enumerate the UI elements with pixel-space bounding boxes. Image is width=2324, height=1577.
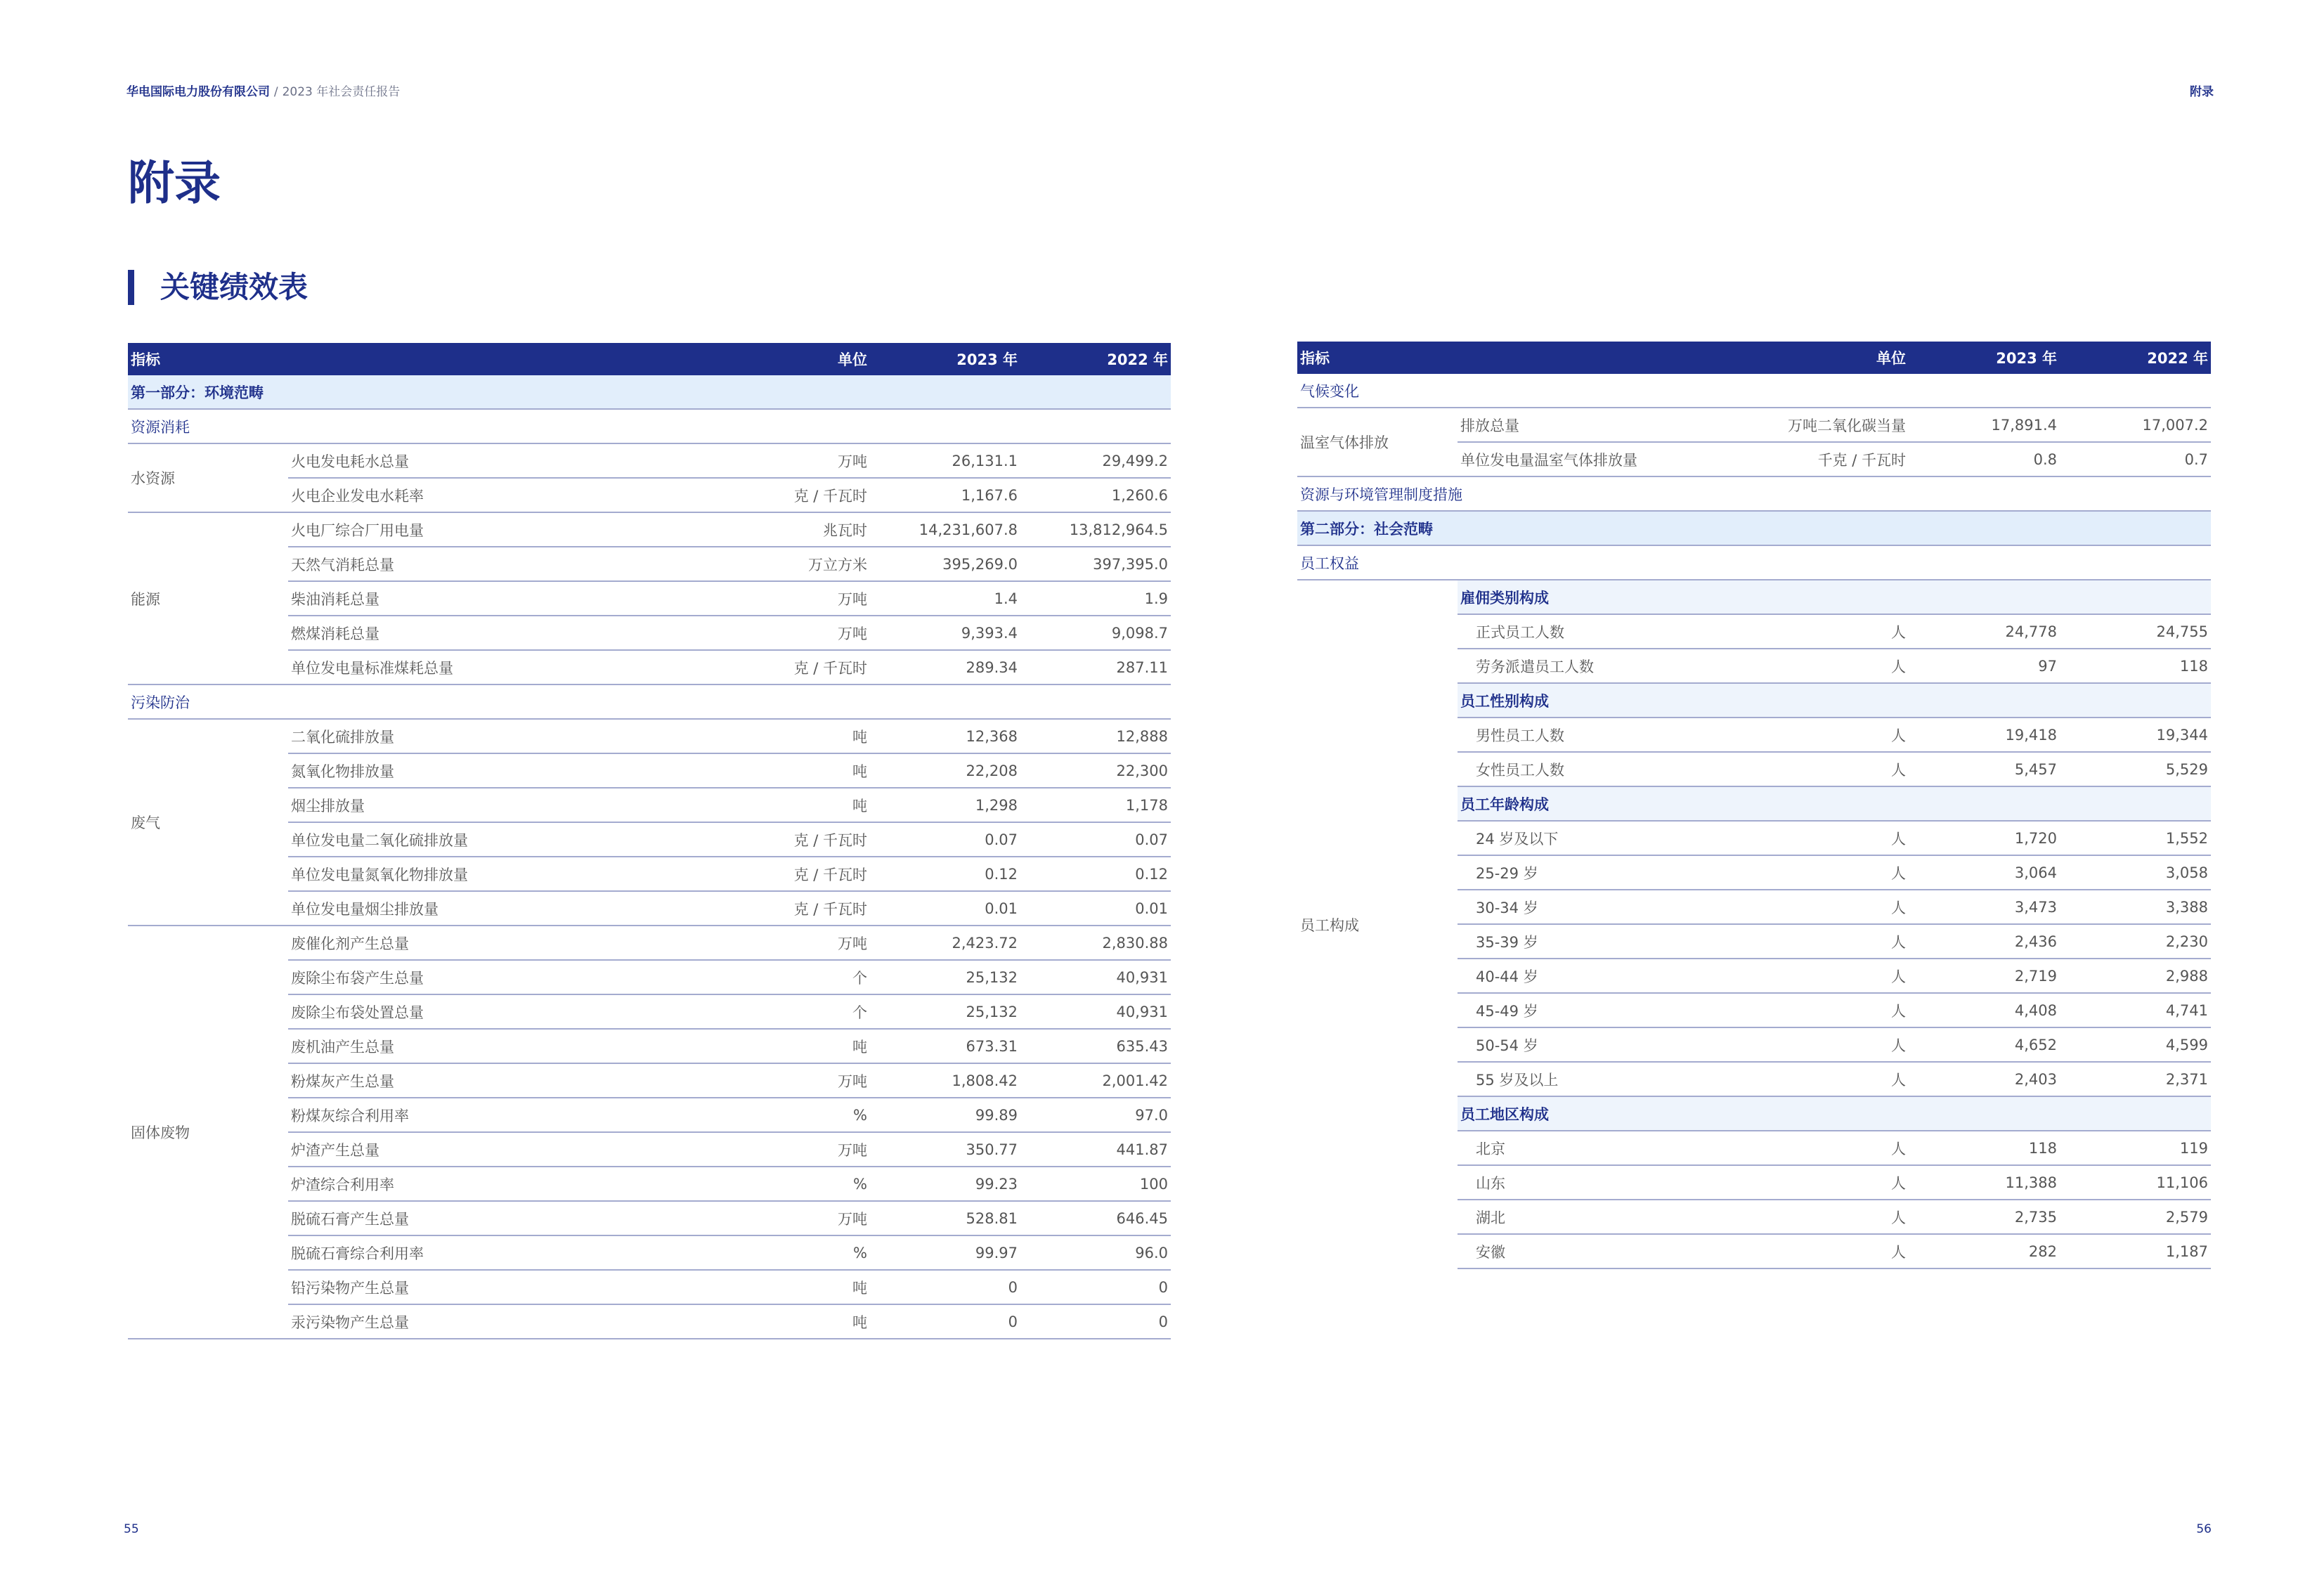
unit-value: 人 xyxy=(1782,1131,1909,1165)
group-row-label: 资源消耗 xyxy=(128,409,1171,443)
value-2023: 2,735 xyxy=(1909,1200,2060,1234)
unit-value: 吨 xyxy=(682,1029,870,1063)
value-2023: 118 xyxy=(1909,1131,2060,1165)
value-2022: 118 xyxy=(2060,649,2211,683)
category-label: 固体废物 xyxy=(128,926,288,1339)
unit-value: 人 xyxy=(1782,649,1909,683)
indicator-name: 燃煤消耗总量 xyxy=(288,616,682,650)
indicator-name: 单位发电量氮氧化物排放量 xyxy=(288,857,682,891)
value-2022: 397,395.0 xyxy=(1020,547,1171,581)
value-2022: 2,988 xyxy=(2060,959,2211,993)
indicator-name: 30-34 岁 xyxy=(1458,890,1782,924)
value-2023: 25,132 xyxy=(870,960,1020,994)
unit-value: 克 / 千瓦时 xyxy=(682,857,870,891)
kpi-table-environment xyxy=(128,343,1171,1339)
unit-value: 人 xyxy=(1782,752,1909,786)
indicator-name: 废除尘布袋处置总量 xyxy=(288,994,682,1029)
indicator-name: 单位发电量烟尘排放量 xyxy=(288,891,682,926)
unit-value: 吨 xyxy=(682,719,870,753)
value-2022: 3,388 xyxy=(2060,890,2211,924)
col-2022: 2022 年 xyxy=(1020,343,1171,375)
value-2022: 0 xyxy=(1020,1304,1171,1339)
table-header-row xyxy=(1297,342,2211,374)
value-2022: 19,344 xyxy=(2060,718,2211,752)
col-unit: 单位 xyxy=(1782,342,1909,374)
value-2023: 1,298 xyxy=(870,788,1020,822)
value-2023: 26,131.1 xyxy=(870,443,1020,478)
value-2022: 22,300 xyxy=(1020,753,1171,788)
value-2023: 25,132 xyxy=(870,994,1020,1029)
indicator-name: 脱硫石膏综合利用率 xyxy=(288,1235,682,1270)
value-2023: 0.12 xyxy=(870,857,1020,891)
value-2023: 4,652 xyxy=(1909,1027,2060,1062)
section-title: 关键绩效表 xyxy=(160,270,309,304)
indicator-name: 废除尘布袋产生总量 xyxy=(288,960,682,994)
indicator-name: 35-39 岁 xyxy=(1458,924,1782,959)
value-2023: 0 xyxy=(870,1270,1020,1304)
group-row xyxy=(128,684,1171,719)
indicator-name: 汞污染物产生总量 xyxy=(288,1304,682,1339)
value-2023: 4,408 xyxy=(1909,993,2060,1027)
unit-value: 吨 xyxy=(682,1270,870,1304)
subsection-head: 雇佣类别构成 xyxy=(1458,580,2211,614)
value-2023: 99.89 xyxy=(870,1098,1020,1132)
unit-value: 人 xyxy=(1782,993,1909,1027)
value-2023: 1,167.6 xyxy=(870,478,1020,512)
col-unit: 单位 xyxy=(682,343,870,375)
unit-value: 万吨 xyxy=(682,926,870,960)
value-2023: 3,473 xyxy=(1909,890,2060,924)
unit-value: 万吨 xyxy=(682,1063,870,1098)
value-2023: 5,457 xyxy=(1909,752,2060,786)
page-number-left: 55 xyxy=(124,1522,139,1536)
col-2023: 2023 年 xyxy=(1909,342,2060,374)
unit-value: 人 xyxy=(1782,924,1909,959)
value-2022: 5,529 xyxy=(2060,752,2211,786)
indicator-name: 柴油消耗总量 xyxy=(288,581,682,616)
value-2022: 2,371 xyxy=(2060,1062,2211,1096)
group-row xyxy=(1297,374,2211,408)
value-2022: 13,812,964.5 xyxy=(1020,512,1171,547)
value-2022: 100 xyxy=(1020,1167,1171,1201)
value-2022: 24,755 xyxy=(2060,614,2211,649)
unit-value: 吨 xyxy=(682,753,870,788)
indicator-name: 烟尘排放量 xyxy=(288,788,682,822)
value-2022: 2,579 xyxy=(2060,1200,2211,1234)
unit-value: 个 xyxy=(682,960,870,994)
value-2022: 0.12 xyxy=(1020,857,1171,891)
value-2023: 22,208 xyxy=(870,753,1020,788)
indicator-name: 40-44 岁 xyxy=(1458,959,1782,993)
value-2023: 0.01 xyxy=(870,891,1020,926)
value-2023: 2,436 xyxy=(1909,924,2060,959)
value-2022: 17,007.2 xyxy=(2060,408,2211,442)
unit-value: 人 xyxy=(1782,1165,1909,1200)
value-2022: 2,001.42 xyxy=(1020,1063,1171,1098)
indicator-name: 45-49 岁 xyxy=(1458,993,1782,1027)
unit-value: 万吨二氧化碳当量 xyxy=(1782,408,1909,442)
company-name: 华电国际电力股份有限公司 xyxy=(126,85,270,99)
value-2022: 96.0 xyxy=(1020,1235,1171,1270)
category-label: 温室气体排放 xyxy=(1297,408,1458,476)
value-2022: 11,106 xyxy=(2060,1165,2211,1200)
section-title-bar xyxy=(128,270,134,305)
value-2022: 1,178 xyxy=(1020,788,1171,822)
subsection-head: 员工年龄构成 xyxy=(1458,786,2211,821)
indicator-name: 铅污染物产生总量 xyxy=(288,1270,682,1304)
col-indicator: 指标 xyxy=(1297,342,1782,374)
unit-value: 克 / 千瓦时 xyxy=(682,891,870,926)
value-2022: 635.43 xyxy=(1020,1029,1171,1063)
indicator-name: 炉渣综合利用率 xyxy=(288,1167,682,1201)
unit-value: 万立方米 xyxy=(682,547,870,581)
value-2022: 119 xyxy=(2060,1131,2211,1165)
unit-value: 人 xyxy=(1782,1234,1909,1268)
value-2022: 646.45 xyxy=(1020,1201,1171,1235)
indicator-name: 火电发电耗水总量 xyxy=(288,443,682,478)
value-2023: 350.77 xyxy=(870,1132,1020,1167)
value-2023: 1.4 xyxy=(870,581,1020,616)
unit-value: % xyxy=(682,1098,870,1132)
header-section: 附录 xyxy=(2190,85,2214,99)
indicator-name: 氮氧化物排放量 xyxy=(288,753,682,788)
unit-value: 万吨 xyxy=(682,581,870,616)
value-2023: 97 xyxy=(1909,649,2060,683)
value-2023: 9,393.4 xyxy=(870,616,1020,650)
value-2022: 287.11 xyxy=(1020,650,1171,684)
indicator-name: 排放总量 xyxy=(1458,408,1782,442)
unit-value: 个 xyxy=(682,994,870,1029)
value-2023: 0 xyxy=(870,1304,1020,1339)
value-2022: 97.0 xyxy=(1020,1098,1171,1132)
indicator-name: 单位发电量温室气体排放量 xyxy=(1458,442,1782,476)
unit-value: 人 xyxy=(1782,959,1909,993)
table-row xyxy=(128,443,1171,478)
value-2022: 0.07 xyxy=(1020,822,1171,857)
indicator-name: 粉煤灰产生总量 xyxy=(288,1063,682,1098)
group-row-label: 资源与环境管理制度措施 xyxy=(1297,476,2211,511)
unit-value: 人 xyxy=(1782,1027,1909,1062)
value-2022: 1,260.6 xyxy=(1020,478,1171,512)
value-2023: 2,403 xyxy=(1909,1062,2060,1096)
unit-value: 万吨 xyxy=(682,1132,870,1167)
value-2022: 29,499.2 xyxy=(1020,443,1171,478)
unit-value: % xyxy=(682,1235,870,1270)
category-label: 水资源 xyxy=(128,443,288,512)
value-2022: 2,230 xyxy=(2060,924,2211,959)
table-row xyxy=(128,512,1171,547)
indicator-name: 火电企业发电水耗率 xyxy=(288,478,682,512)
group-row xyxy=(1297,545,2211,580)
report-name: 2023 年社会责任报告 xyxy=(282,85,401,99)
page-title: 附录 xyxy=(128,156,221,210)
indicator-name: 男性员工人数 xyxy=(1458,718,1782,752)
indicator-name: 单位发电量标准煤耗总量 xyxy=(288,650,682,684)
page-number-right: 56 xyxy=(2196,1522,2212,1536)
value-2022: 9,098.7 xyxy=(1020,616,1171,650)
indicator-name: 55 岁及以上 xyxy=(1458,1062,1782,1096)
value-2022: 3,058 xyxy=(2060,855,2211,890)
indicator-name: 湖北 xyxy=(1458,1200,1782,1234)
indicator-name: 正式员工人数 xyxy=(1458,614,1782,649)
kpi-table-climate-social xyxy=(1297,342,2211,1269)
group-row-label: 污染防治 xyxy=(128,684,1171,719)
subsection-row xyxy=(1297,580,2211,614)
unit-value: 万吨 xyxy=(682,1201,870,1235)
part-row-label: 第一部分：环境范畴 xyxy=(128,375,1171,409)
value-2023: 395,269.0 xyxy=(870,547,1020,581)
value-2022: 0.7 xyxy=(2060,442,2211,476)
indicator-name: 北京 xyxy=(1458,1131,1782,1165)
indicator-name: 脱硫石膏产生总量 xyxy=(288,1201,682,1235)
unit-value: 吨 xyxy=(682,1304,870,1339)
value-2023: 1,720 xyxy=(1909,821,2060,855)
unit-value: 吨 xyxy=(682,788,870,822)
value-2023: 673.31 xyxy=(870,1029,1020,1063)
value-2022: 1,187 xyxy=(2060,1234,2211,1268)
value-2023: 24,778 xyxy=(1909,614,2060,649)
value-2022: 0.01 xyxy=(1020,891,1171,926)
part-row xyxy=(128,375,1171,409)
indicator-name: 粉煤灰综合利用率 xyxy=(288,1098,682,1132)
unit-value: 兆瓦时 xyxy=(682,512,870,547)
col-indicator: 指标 xyxy=(128,343,682,375)
subsection-head: 员工地区构成 xyxy=(1458,1096,2211,1131)
group-row xyxy=(128,409,1171,443)
value-2022: 441.87 xyxy=(1020,1132,1171,1167)
col-2022: 2022 年 xyxy=(2060,342,2211,374)
value-2023: 528.81 xyxy=(870,1201,1020,1235)
value-2023: 282 xyxy=(1909,1234,2060,1268)
value-2023: 11,388 xyxy=(1909,1165,2060,1200)
unit-value: 人 xyxy=(1782,1062,1909,1096)
unit-value: 人 xyxy=(1782,1200,1909,1234)
group-row-label: 气候变化 xyxy=(1297,374,2211,408)
indicator-name: 单位发电量二氧化硫排放量 xyxy=(288,822,682,857)
unit-value: 万吨 xyxy=(682,616,870,650)
value-2022: 4,599 xyxy=(2060,1027,2211,1062)
unit-value: 人 xyxy=(1782,890,1909,924)
value-2023: 1,808.42 xyxy=(870,1063,1020,1098)
value-2022: 1,552 xyxy=(2060,821,2211,855)
indicator-name: 废机油产生总量 xyxy=(288,1029,682,1063)
unit-value: 克 / 千瓦时 xyxy=(682,478,870,512)
value-2023: 289.34 xyxy=(870,650,1020,684)
indicator-name: 山东 xyxy=(1458,1165,1782,1200)
value-2023: 99.23 xyxy=(870,1167,1020,1201)
report-header xyxy=(126,82,400,99)
value-2023: 19,418 xyxy=(1909,718,2060,752)
value-2023: 17,891.4 xyxy=(1909,408,2060,442)
table-header-row xyxy=(128,343,1171,375)
value-2022: 0 xyxy=(1020,1270,1171,1304)
group-row-label: 员工权益 xyxy=(1297,545,2211,580)
value-2023: 0.07 xyxy=(870,822,1020,857)
indicator-name: 24 岁及以下 xyxy=(1458,821,1782,855)
value-2022: 40,931 xyxy=(1020,994,1171,1029)
indicator-name: 女性员工人数 xyxy=(1458,752,1782,786)
value-2023: 0.8 xyxy=(1909,442,2060,476)
unit-value: 人 xyxy=(1782,718,1909,752)
category-label: 废气 xyxy=(128,719,288,926)
value-2023: 3,064 xyxy=(1909,855,2060,890)
unit-value: % xyxy=(682,1167,870,1201)
part-row-label: 第二部分：社会范畴 xyxy=(1297,511,2211,545)
unit-value: 万吨 xyxy=(682,443,870,478)
subsection-head: 员工性别构成 xyxy=(1458,683,2211,718)
indicator-name: 25-29 岁 xyxy=(1458,855,1782,890)
value-2022: 2,830.88 xyxy=(1020,926,1171,960)
part-row xyxy=(1297,511,2211,545)
col-2023: 2023 年 xyxy=(870,343,1020,375)
header-separator: / xyxy=(273,85,278,99)
indicator-name: 废催化剂产生总量 xyxy=(288,926,682,960)
unit-value: 人 xyxy=(1782,821,1909,855)
table-row xyxy=(128,719,1171,753)
category-label: 能源 xyxy=(128,512,288,684)
unit-value: 千克 / 千瓦时 xyxy=(1782,442,1909,476)
category-label: 员工构成 xyxy=(1300,916,1359,934)
group-row xyxy=(1297,476,2211,511)
indicator-name: 劳务派遣员工人数 xyxy=(1458,649,1782,683)
indicator-name: 安徽 xyxy=(1458,1234,1782,1268)
indicator-name: 天然气消耗总量 xyxy=(288,547,682,581)
table-row xyxy=(128,926,1171,960)
indicator-name: 炉渣产生总量 xyxy=(288,1132,682,1167)
indicator-name: 火电厂综合厂用电量 xyxy=(288,512,682,547)
value-2023: 12,368 xyxy=(870,719,1020,753)
value-2023: 2,423.72 xyxy=(870,926,1020,960)
value-2022: 40,931 xyxy=(1020,960,1171,994)
value-2022: 12,888 xyxy=(1020,719,1171,753)
indicator-name: 二氧化硫排放量 xyxy=(288,719,682,753)
unit-value: 克 / 千瓦时 xyxy=(682,650,870,684)
unit-value: 人 xyxy=(1782,614,1909,649)
value-2022: 1.9 xyxy=(1020,581,1171,616)
indicator-name: 50-54 岁 xyxy=(1458,1027,1782,1062)
table-row xyxy=(1297,408,2211,442)
value-2023: 2,719 xyxy=(1909,959,2060,993)
unit-value: 克 / 千瓦时 xyxy=(682,822,870,857)
unit-value: 人 xyxy=(1782,855,1909,890)
value-2023: 14,231,607.8 xyxy=(870,512,1020,547)
value-2022: 4,741 xyxy=(2060,993,2211,1027)
value-2023: 99.97 xyxy=(870,1235,1020,1270)
